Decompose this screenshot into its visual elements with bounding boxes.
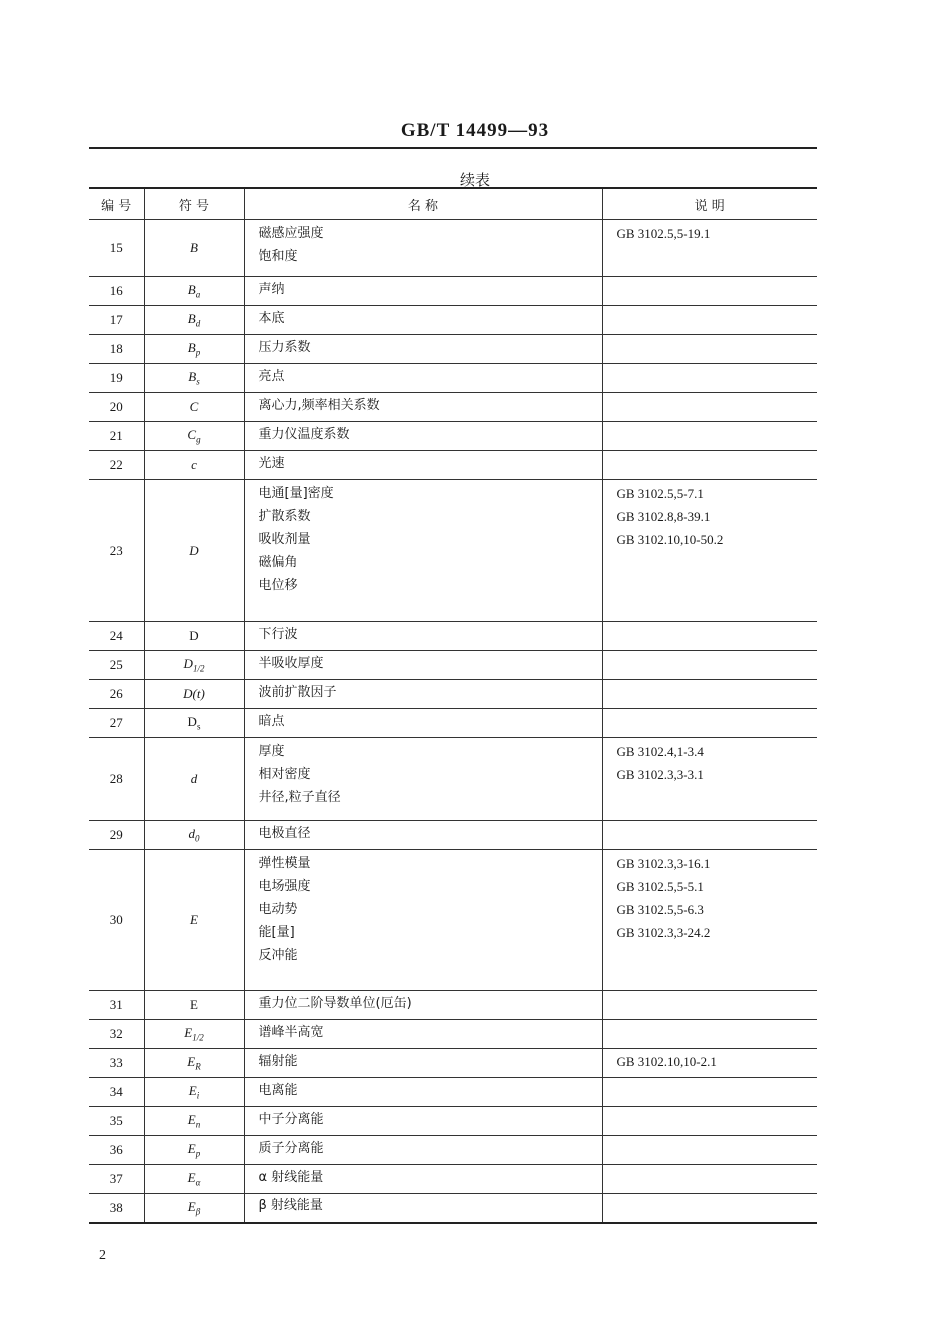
name-entry: 下行波 bbox=[258, 626, 298, 642]
table-row bbox=[89, 991, 817, 1020]
table-row bbox=[89, 1078, 817, 1107]
name-entry: 电场强度 bbox=[258, 879, 311, 894]
row-number: 38 bbox=[89, 1194, 144, 1223]
table-caption: 续表 bbox=[459, 171, 490, 189]
row-names bbox=[244, 850, 602, 991]
row-number: 30 bbox=[89, 850, 144, 991]
table-row bbox=[89, 1049, 817, 1078]
row-notes bbox=[602, 220, 817, 277]
row-notes bbox=[602, 1165, 817, 1194]
symbol-subscript: 1/2 bbox=[192, 663, 205, 674]
table-row bbox=[89, 1020, 817, 1049]
row-notes bbox=[602, 393, 817, 422]
row-notes bbox=[602, 451, 817, 480]
symbol-letter: B bbox=[190, 240, 198, 255]
symbol-letter: D bbox=[189, 542, 199, 558]
row-symbol bbox=[144, 850, 244, 991]
name-entry: 暗点 bbox=[258, 713, 285, 729]
table-row bbox=[89, 738, 817, 821]
row-symbol bbox=[144, 277, 244, 306]
name-entry: 离心力,频率相关系数 bbox=[258, 397, 380, 413]
symbol-letter: E bbox=[187, 1054, 196, 1070]
row-names bbox=[244, 738, 602, 821]
row-notes bbox=[602, 821, 817, 850]
row-names bbox=[244, 306, 602, 335]
symbol-letter: C bbox=[189, 399, 199, 414]
symbol-letter: d bbox=[188, 826, 195, 842]
symbol-letter: E bbox=[184, 1025, 193, 1041]
name-entry: 电动势 bbox=[258, 902, 298, 917]
row-notes bbox=[602, 480, 817, 622]
name-entry: 压力系数 bbox=[258, 339, 311, 355]
page-number: 2 bbox=[99, 1248, 106, 1263]
row-number: 18 bbox=[89, 335, 144, 364]
symbol-letter: B bbox=[187, 311, 196, 327]
name-entry: 厚度 bbox=[258, 744, 285, 759]
row-names bbox=[244, 220, 602, 277]
name-entry: 光速 bbox=[258, 455, 285, 471]
row-number: 24 bbox=[89, 622, 144, 651]
row-names bbox=[244, 1107, 602, 1136]
symbol-subscript: R bbox=[195, 1061, 201, 1072]
row-notes bbox=[602, 991, 817, 1020]
symbol-letter: D bbox=[183, 656, 193, 672]
table-row bbox=[89, 306, 817, 335]
row-names bbox=[244, 1078, 602, 1107]
name-entry: 饱和度 bbox=[258, 249, 298, 264]
name-entry: 重力仪温度系数 bbox=[258, 426, 350, 442]
symbol-letter: E bbox=[187, 1170, 196, 1186]
table-body bbox=[89, 220, 817, 1223]
table-row bbox=[89, 480, 817, 622]
row-names bbox=[244, 335, 602, 364]
page-header: GB/T 14499—93 bbox=[400, 120, 550, 141]
col-header-symbol: 符 号 bbox=[144, 188, 244, 220]
row-number: 28 bbox=[89, 738, 144, 821]
row-number: 37 bbox=[89, 1165, 144, 1194]
name-entry: β 射线能量 bbox=[258, 1198, 323, 1214]
row-notes bbox=[602, 1194, 817, 1223]
row-number: 25 bbox=[89, 651, 144, 680]
row-symbol bbox=[144, 422, 244, 451]
row-notes bbox=[602, 364, 817, 393]
name-entry: 谱峰半高宽 bbox=[258, 1024, 324, 1040]
row-symbol bbox=[144, 364, 244, 393]
symbol-subscript: g bbox=[196, 434, 201, 445]
symbol-subscript: p bbox=[195, 1148, 201, 1159]
row-notes bbox=[602, 738, 817, 821]
table-row bbox=[89, 364, 817, 393]
row-notes bbox=[602, 622, 817, 651]
row-symbol bbox=[144, 1020, 244, 1049]
name-entry: α 射线能量 bbox=[258, 1169, 324, 1185]
row-symbol bbox=[144, 480, 244, 622]
symbol-subscript: i bbox=[196, 1090, 200, 1101]
symbol-letter: D bbox=[189, 628, 199, 643]
note-entry: GB 3102.5,5-19.1 bbox=[616, 226, 711, 241]
table-row bbox=[89, 709, 817, 738]
row-notes bbox=[602, 1107, 817, 1136]
symbol-letter: E bbox=[190, 997, 198, 1012]
name-entry: 亮点 bbox=[258, 368, 285, 384]
table-row bbox=[89, 393, 817, 422]
symbol-letter: E bbox=[187, 1141, 196, 1157]
row-names bbox=[244, 1194, 602, 1223]
row-names bbox=[244, 1136, 602, 1165]
symbol-subscript: α bbox=[195, 1177, 201, 1188]
row-number: 23 bbox=[89, 480, 144, 622]
row-number: 35 bbox=[89, 1107, 144, 1136]
row-number: 26 bbox=[89, 680, 144, 709]
name-entry: 井径,粒子直径 bbox=[258, 790, 341, 805]
note-entry: GB 3102.8,8-39.1 bbox=[616, 509, 711, 524]
row-notes bbox=[602, 1049, 817, 1078]
symbol-subscript: d bbox=[195, 318, 201, 329]
table-row bbox=[89, 622, 817, 651]
row-names bbox=[244, 1049, 602, 1078]
row-symbol bbox=[144, 680, 244, 709]
row-number: 33 bbox=[89, 1049, 144, 1078]
row-names bbox=[244, 651, 602, 680]
name-entry: 能[量] bbox=[258, 925, 295, 940]
row-notes bbox=[602, 422, 817, 451]
name-entry: 电通[量]密度 bbox=[258, 486, 334, 501]
table-row bbox=[89, 1107, 817, 1136]
row-number: 16 bbox=[89, 277, 144, 306]
table-row bbox=[89, 1194, 817, 1223]
table-row bbox=[89, 1136, 817, 1165]
row-names bbox=[244, 277, 602, 306]
table-row bbox=[89, 850, 817, 991]
name-entry: 反冲能 bbox=[258, 948, 298, 963]
row-notes bbox=[602, 1078, 817, 1107]
note-entry: GB 3102.5,5-5.1 bbox=[616, 879, 704, 894]
row-names bbox=[244, 622, 602, 651]
symbol-subscript: a bbox=[195, 289, 201, 300]
note-entry: GB 3102.3,3-16.1 bbox=[616, 856, 711, 871]
row-number: 36 bbox=[89, 1136, 144, 1165]
name-entry: 电位移 bbox=[258, 578, 298, 593]
row-symbol bbox=[144, 1078, 244, 1107]
row-number: 32 bbox=[89, 1020, 144, 1049]
table-row bbox=[89, 651, 817, 680]
name-entry: 声纳 bbox=[258, 281, 285, 297]
row-number: 21 bbox=[89, 422, 144, 451]
name-entry: 辐射能 bbox=[258, 1053, 298, 1069]
row-number: 29 bbox=[89, 821, 144, 850]
row-number: 22 bbox=[89, 451, 144, 480]
header-rule bbox=[89, 147, 817, 149]
name-entry: 磁感应强度 bbox=[258, 226, 324, 241]
table-row bbox=[89, 335, 817, 364]
name-entry: 电离能 bbox=[258, 1082, 298, 1098]
note-entry: GB 3102.4,1-3.4 bbox=[616, 744, 704, 759]
row-names bbox=[244, 480, 602, 622]
symbol-subscript: 0 bbox=[195, 833, 200, 844]
row-names bbox=[244, 821, 602, 850]
row-notes bbox=[602, 1020, 817, 1049]
row-symbol bbox=[144, 821, 244, 850]
symbol-letter: d bbox=[190, 771, 198, 786]
symbol-table bbox=[89, 187, 817, 1224]
symbol-letter: C bbox=[187, 427, 197, 443]
symbol-letter: D bbox=[187, 714, 197, 730]
row-names bbox=[244, 393, 602, 422]
row-number: 20 bbox=[89, 393, 144, 422]
name-entry: 半吸收厚度 bbox=[258, 655, 324, 671]
table-row bbox=[89, 680, 817, 709]
name-entry: 电极直径 bbox=[258, 825, 311, 841]
row-names bbox=[244, 991, 602, 1020]
row-notes bbox=[602, 850, 817, 991]
table-row bbox=[89, 422, 817, 451]
row-names bbox=[244, 422, 602, 451]
row-notes bbox=[602, 1136, 817, 1165]
name-entry: 相对密度 bbox=[258, 767, 311, 782]
row-symbol bbox=[144, 306, 244, 335]
row-names bbox=[244, 1165, 602, 1194]
table-row bbox=[89, 277, 817, 306]
symbol-letter: E bbox=[190, 912, 198, 927]
symbol-letter: E bbox=[188, 1083, 197, 1099]
row-symbol bbox=[144, 1194, 244, 1223]
note-entry: GB 3102.10,10-2.1 bbox=[616, 1053, 717, 1069]
symbol-subscript: n bbox=[195, 1119, 201, 1130]
note-entry: GB 3102.3,3-3.1 bbox=[616, 767, 704, 782]
table-header-row bbox=[89, 188, 817, 220]
name-entry: 重力位二阶导数单位(厄缶) bbox=[258, 995, 412, 1011]
row-notes bbox=[602, 651, 817, 680]
row-symbol bbox=[144, 1165, 244, 1194]
row-symbol bbox=[144, 1107, 244, 1136]
row-symbol bbox=[144, 335, 244, 364]
name-entry: 磁偏角 bbox=[258, 555, 298, 570]
row-symbol bbox=[144, 709, 244, 738]
table-row bbox=[89, 220, 817, 277]
symbol-subscript: 1/2 bbox=[192, 1032, 204, 1043]
col-header-name: 名 称 bbox=[244, 188, 602, 220]
symbol-letter: B bbox=[187, 340, 196, 356]
symbol-letter: E bbox=[187, 1112, 196, 1128]
row-symbol bbox=[144, 622, 244, 651]
symbol-letter: B bbox=[188, 369, 197, 385]
row-notes bbox=[602, 306, 817, 335]
symbol-subscript: s bbox=[196, 721, 201, 732]
row-symbol bbox=[144, 738, 244, 821]
row-symbol bbox=[144, 651, 244, 680]
table-row bbox=[89, 451, 817, 480]
symbol-subscript: β bbox=[195, 1206, 201, 1217]
row-number: 27 bbox=[89, 709, 144, 738]
row-symbol bbox=[144, 393, 244, 422]
name-entry: 弹性模量 bbox=[258, 856, 311, 871]
symbol-subscript: s bbox=[196, 376, 200, 387]
name-entry: 波前扩散因子 bbox=[258, 684, 337, 700]
note-entry: GB 3102.10,10-50.2 bbox=[616, 532, 724, 547]
row-notes bbox=[602, 709, 817, 738]
row-symbol bbox=[144, 220, 244, 277]
row-number: 19 bbox=[89, 364, 144, 393]
row-names bbox=[244, 451, 602, 480]
row-number: 31 bbox=[89, 991, 144, 1020]
col-header-number: 编 号 bbox=[89, 188, 144, 220]
col-header-note: 说 明 bbox=[602, 188, 817, 220]
name-entry: 吸收剂量 bbox=[258, 532, 311, 547]
name-entry: 扩散系数 bbox=[258, 509, 311, 524]
note-entry: GB 3102.5,5-6.3 bbox=[616, 902, 704, 917]
name-entry: 本底 bbox=[258, 310, 285, 326]
note-entry: GB 3102.3,3-24.2 bbox=[616, 925, 711, 940]
row-names bbox=[244, 1020, 602, 1049]
table-row bbox=[89, 821, 817, 850]
row-symbol bbox=[144, 1049, 244, 1078]
row-names bbox=[244, 680, 602, 709]
row-names bbox=[244, 709, 602, 738]
note-entry: GB 3102.5,5-7.1 bbox=[616, 486, 704, 501]
symbol-letter: D(t) bbox=[183, 686, 205, 701]
row-symbol bbox=[144, 1136, 244, 1165]
row-number: 17 bbox=[89, 306, 144, 335]
table-row bbox=[89, 1165, 817, 1194]
row-names bbox=[244, 364, 602, 393]
row-number: 34 bbox=[89, 1078, 144, 1107]
symbol-subscript: p bbox=[195, 347, 201, 358]
row-notes bbox=[602, 277, 817, 306]
name-entry: 中子分离能 bbox=[258, 1111, 324, 1127]
row-number: 15 bbox=[89, 220, 144, 277]
row-notes bbox=[602, 335, 817, 364]
symbol-letter: E bbox=[187, 1198, 196, 1214]
name-entry: 质子分离能 bbox=[258, 1140, 324, 1156]
row-symbol bbox=[144, 991, 244, 1020]
symbol-letter: B bbox=[187, 282, 196, 298]
row-symbol bbox=[144, 451, 244, 480]
row-notes bbox=[602, 680, 817, 709]
symbol-letter: c bbox=[191, 457, 197, 472]
